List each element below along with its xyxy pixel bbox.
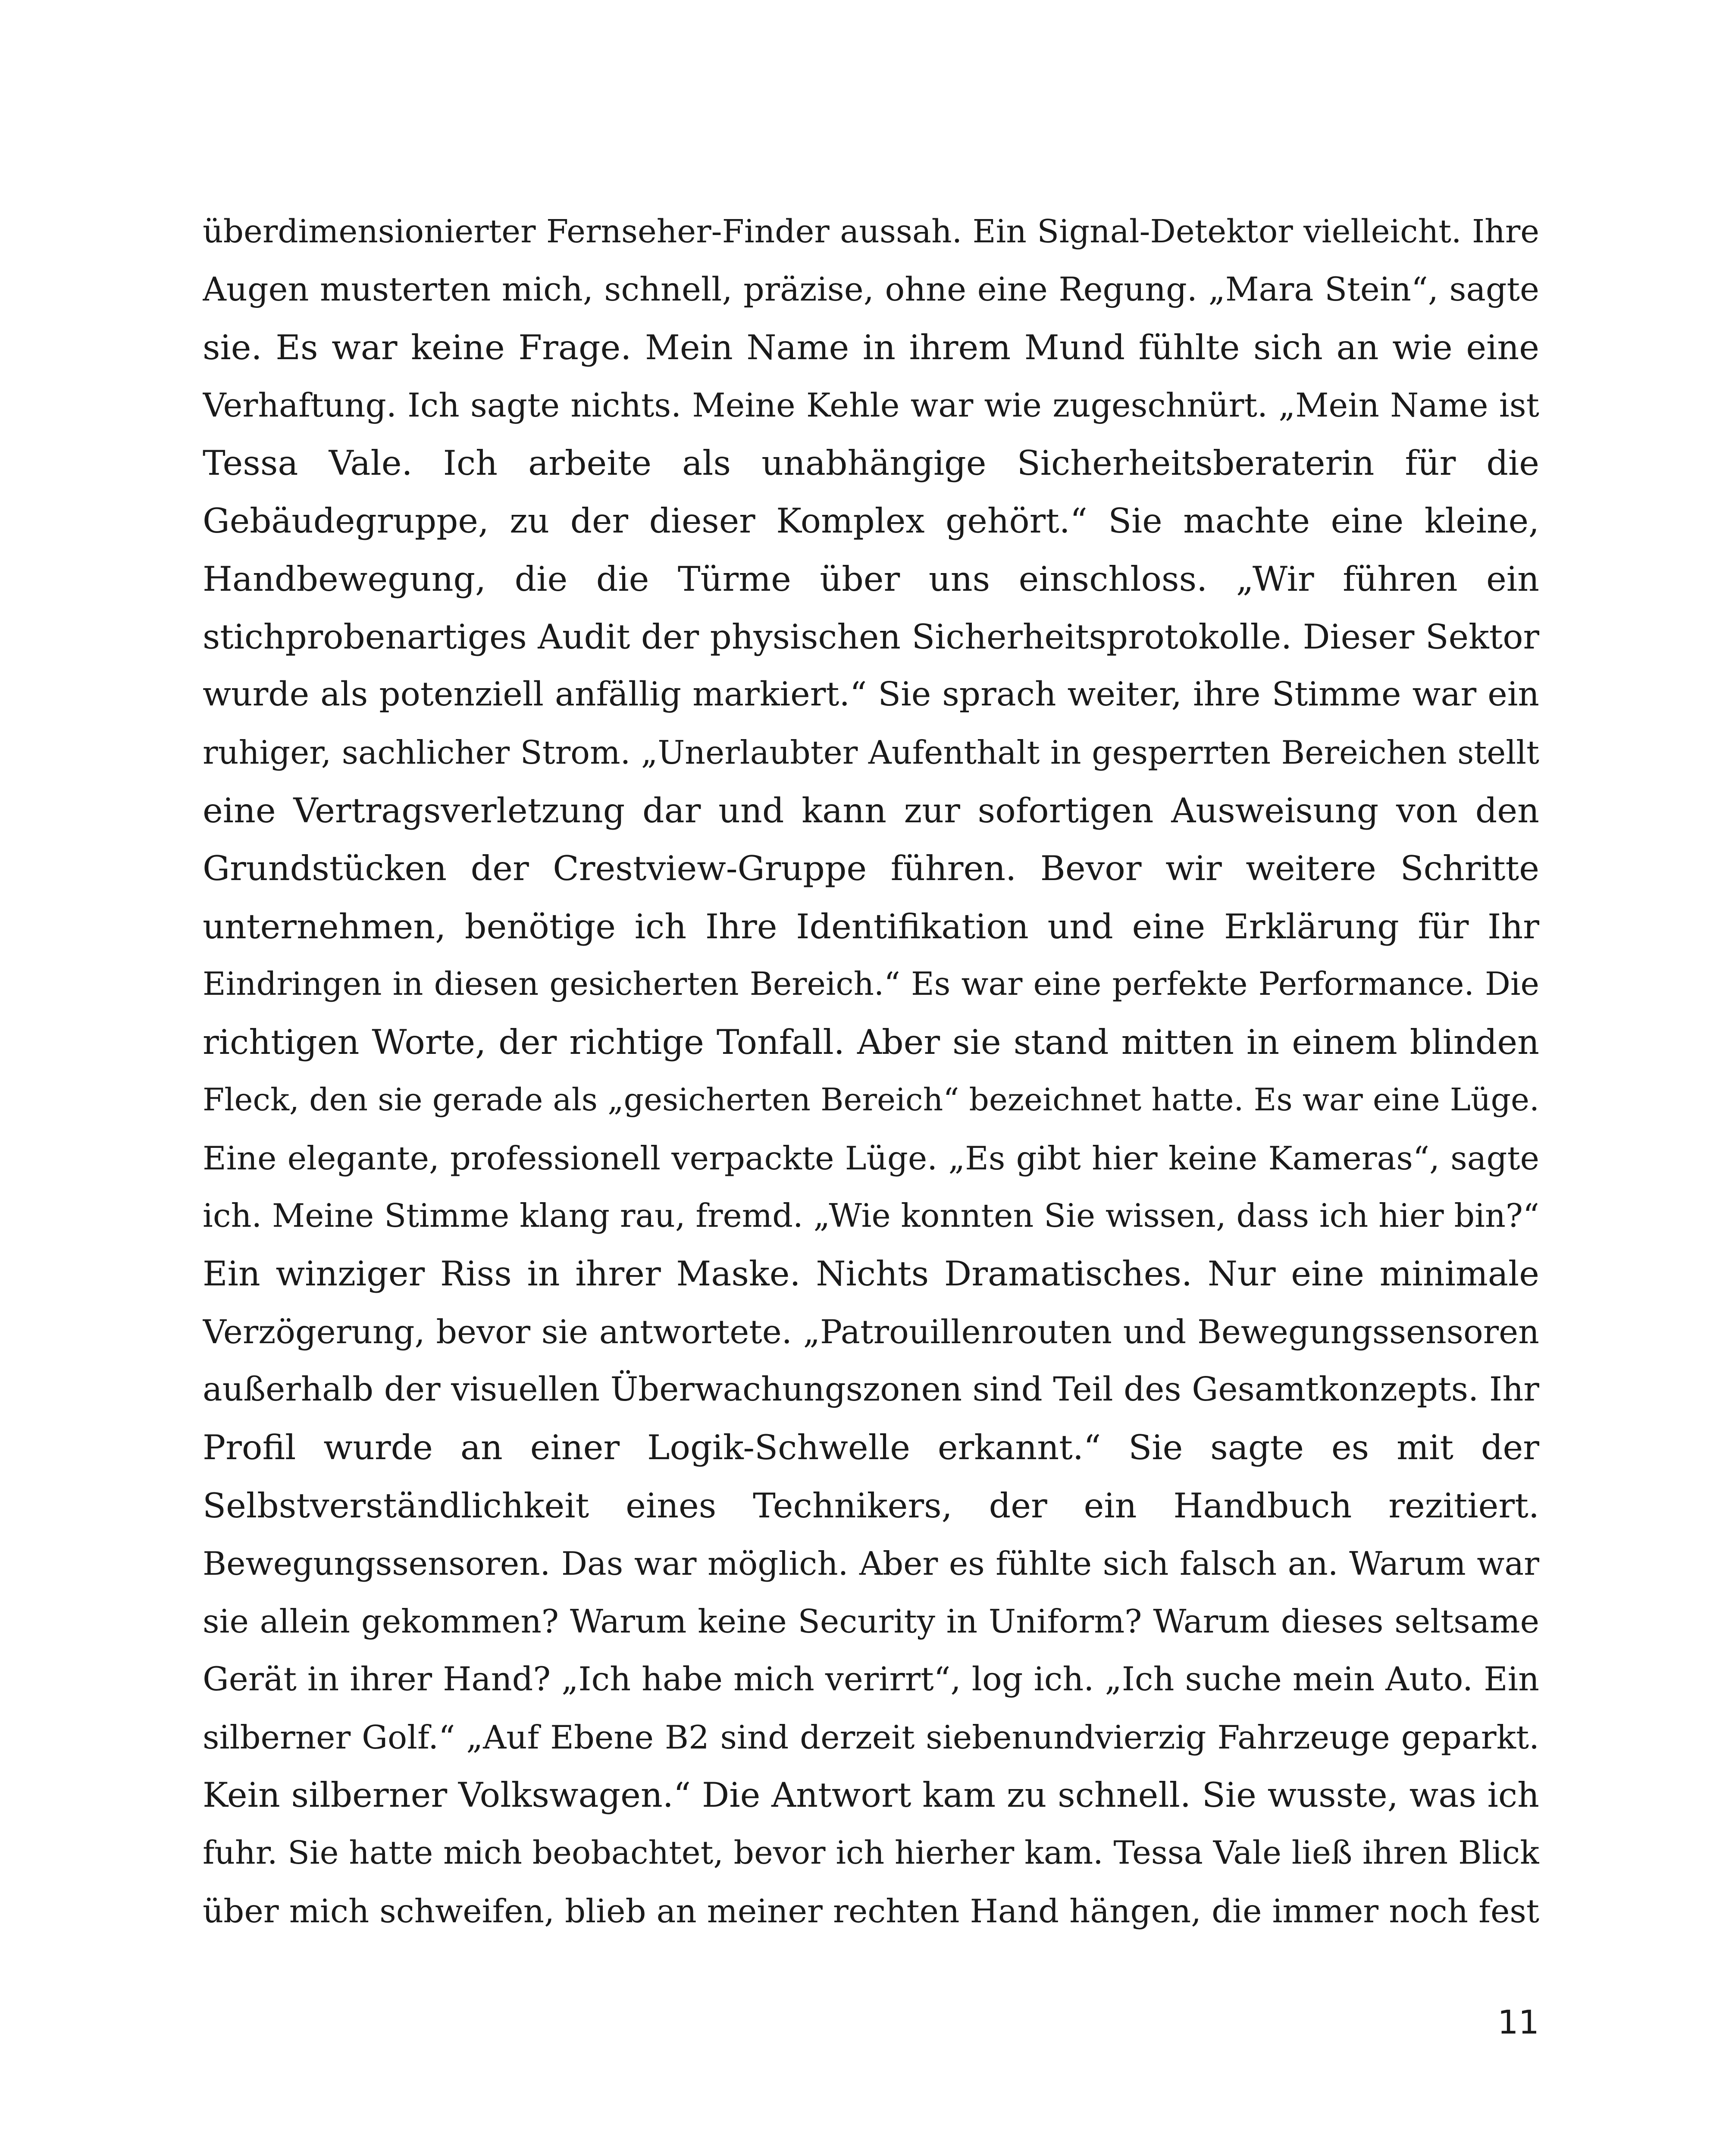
text-line: wurde als potenziell anfällig markiert.“ Sie sprach weiter, ihre Stimme war ein <box>203 675 1539 714</box>
text-line: Verzögerung, bevor sie antwortete. „Patrouillenrouten und Bewegungssensoren <box>203 1312 1539 1351</box>
text-line: Gerät in ihrer Hand? „Ich habe mich verirrt“, log ich. „Ich suche mein Auto. Ein <box>203 1660 1539 1698</box>
text-line: Grundstücken der Crestview-Gruppe führen. Bevor wir weitere Schritte <box>203 849 1539 889</box>
text-line: Fleck, den sie gerade als „gesicherten Bereich“ bezeichnet hatte. Es war eine Lüge. <box>203 1082 1539 1119</box>
text-line: Gebäudegruppe, zu der dieser Komplex gehört.“ Sie machte eine kleine, <box>203 501 1539 541</box>
text-line: Tessa Vale. Ich arbeite als unabhängige Sicherheitsberaterin für die <box>203 443 1539 483</box>
text-line: Profil wurde an einer Logik-Schwelle erkannt.“ Sie sagte es mit der <box>203 1428 1539 1468</box>
text-line: ich. Meine Stimme klang rau, fremd. „Wie konnten Sie wissen, dass ich hier bin?“ <box>203 1197 1539 1235</box>
text-line: Kein silberner Volkswagen.“ Die Antwort kam zu schnell. Sie wusste, was ich <box>203 1775 1539 1815</box>
text-line: Ein winziger Riss in ihrer Maske. Nichts Dramatisches. Nur eine minimale <box>203 1254 1539 1294</box>
text-line: richtigen Worte, der richtige Tonfall. Aber sie stand mitten in einem blinden <box>203 1022 1539 1062</box>
text-line: sie. Es war keine Frage. Mein Name in ihrem Mund fühlte sich an wie eine <box>203 327 1539 367</box>
text-line: über mich schweifen, blieb an meiner rechten Hand hängen, die immer noch fest <box>203 1892 1539 1930</box>
body-text <box>203 203 1539 1940</box>
text-line: Bewegungssensoren. Das war möglich. Aber es fühlte sich falsch an. Warum war <box>203 1544 1539 1583</box>
page-number: 11 <box>1497 2003 1539 2041</box>
text-line: überdimensionierter Fernseher-Finder aussah. Ein Signal-Detektor vielleicht. Ihre <box>203 213 1539 250</box>
text-line: Augen musterten mich, schnell, präzise, ohne eine Regung. „Mara Stein“, sagte <box>203 270 1539 309</box>
text-line: eine Vertragsverletzung dar und kann zur sofortigen Ausweisung von den <box>203 790 1539 830</box>
text-line: ruhiger, sachlicher Strom. „Unerlaubter Aufenthalt in gesperrten Bereichen stellt <box>203 733 1539 771</box>
text-line: fuhr. Sie hatte mich beobachtet, bevor ich hierher kam. Tessa Vale ließ ihren Blick <box>203 1834 1539 1872</box>
text-line: unternehmen, benötige ich Ihre Identifikation und eine Erklärung für Ihr <box>203 906 1539 946</box>
text-line: Eindringen in diesen gesicherten Bereich.“ Es war eine perfekte Performance. Die <box>203 965 1539 1003</box>
text-line: Verhaftung. Ich sagte nichts. Meine Kehle war wie zugeschnürt. „Mein Name ist <box>203 386 1539 424</box>
text-line: Handbewegung, die die Türme über uns einschloss. „Wir führen ein <box>203 559 1539 599</box>
text-line: Eine elegante, professionell verpackte Lüge. „Es gibt hier keine Kameras“, sagte <box>203 1139 1539 1177</box>
text-line: außerhalb der visuellen Überwachungszonen sind Teil des Gesamtkonzepts. Ihr <box>203 1370 1539 1409</box>
text-line: silberner Golf.“ „Auf Ebene B2 sind derzeit siebenundvierzig Fahrzeuge geparkt. <box>203 1718 1539 1756</box>
text-line: stichprobenartiges Audit der physischen Sicherheitsprotokolle. Dieser Sektor <box>203 617 1539 657</box>
text-line: sie allein gekommen? Warum keine Security in Uniform? Warum dieses seltsame <box>203 1602 1539 1641</box>
text-line: Selbstverständlichkeit eines Technikers, der ein Handbuch rezitiert. <box>203 1485 1539 1526</box>
